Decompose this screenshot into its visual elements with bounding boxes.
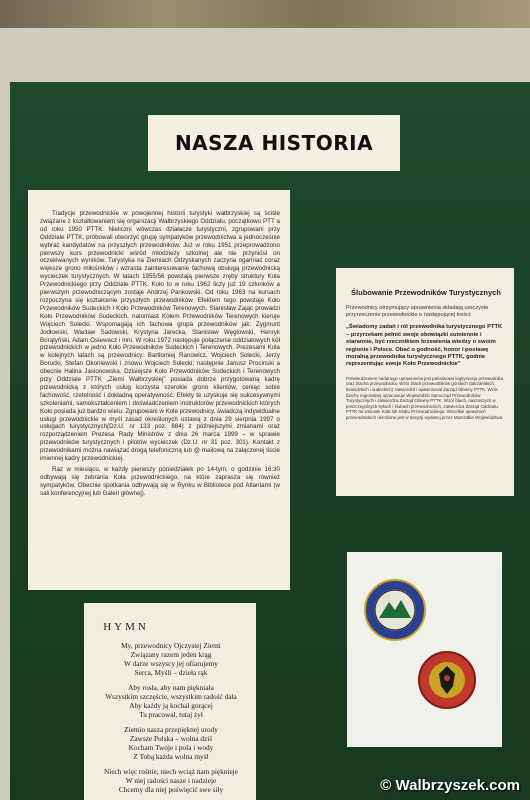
hymn-line: My, przewodnicy Ojczystej Ziemi bbox=[121, 641, 221, 650]
history-paragraph: Tradycje przewodnickie w powojennej historii turystyki wałbrzyskiej są ściśle związane z kształtowaniem się organizacji Wałbrzyskiego Oddziału, początkowo PTT a od roku 1950 PTTK. Nieliczni wówczas działacze turystyczni, zgrupowani przy Oddziale PTTK, próbowali utworzyć grupę sympatyków przewodnictwa a jednocześnie wybrać kandydatów na przyszłych przewodników. Już w roku 1951 przeprowadzono pierwszy kurs przewodnicki wśród młodzieży szkolnej ale nie przyniósł on oczekiwanych wyników. Turystyka na Ziemiach Odzyskanych zaczyna ogarniać coraz większe grono miłośników i wzrasta zainteresowanie fachową obsługą przewodnicką wycieczek turystycznych. W latach 1955/56 powstają pierwsze zręby struktury Koła Przewodnickiego przy Oddziale PTTK. Koło to w roku 1962 liczy już 19 członków a pierwszym przewodniczącym zostaje Andrzej Pankowski. Od roku 1963 na kursach rozpoczyna się kształcenie przyszłych przewodników. Efektem tego powstaje Koło Przewodników Sudeckich i Koło Przewodników Terenowych. Stanisław Zając prowadzi Koło Przewodników Sudeckich, natomiast Kołem Przewodników Terenowych kieruje Wojciech Solecki. Wspomagają ich fachowa grupa przewodników jak: Zygmunt Jodłowski, Wacław Sadowski, Krystyna Jarecka, Stanisław Węglowski, Henryk Borątyński, Adam Osiewacz i inni. W roku 1972 następuje połączenie oddziałowych kół przewodnickich w jedno Koło Przewodników Sudeckich i Terenowych. Prezesami Koła w kolejnych latach są przewodnicy: Bartłomiej Ranowicz, Wojciech Solecki, Jerzy Borucki, Stefan Okoniewski i znowu Wojciech Solecki; następnie Janusz Procinski a obecnie Halina Jasionowska. Dzisiejsze Koło Przewodników Sudeckich i Terenowych przy Oddziale PTTK „Ziemi Wałbrzyskiej” posiada dobrze przygotowaną kadrę przewodnicką z których usług korzysta szerokie grono klientów, ceniąc sobie fachowość, rzetelność i dokładną operatywność. Efekty te uzyskuje się sukcesywnymi szkoleniami, samokształceniem i doświadczeniem instruktorów przewodnickich których Koło posiada już bardzo wielu. Zgrupowani w Kole przewodnicy, świadczą indywidualne usługi przewodnickie w myśl zasad określonych ustawą z dnia 29 sierpnia 1997 o usługach turystycznych(Dz.U. nr 133 poz. 884) z późniejszymi zmianami oraz rozporządzeniem Prezesa Rady Ministrów z dnia 26 marca 1999 – w sprawie przewodników turystycznych i pilotów wycieczek (Dz.U. nr 31 poz. 301). Kontakt z przewodnikami można nawiązać drogą telefoniczną lub @ mailową na załączonej liście imiennej kadry przewodnickiej. bbox=[40, 210, 280, 463]
history-paragraph: Raz w miesiącu, w każdy pierwszy poniedziałek po 14-tym, o godzinie 16:30 odbywają się zebrania Koła przewodnickiego, na które zaprasza się również sympatyków. Obecnie spotkania odbywają się w Rynku w Bibliotece pod Atlantami (w sali konferencyjnej lub Galeri głównej). bbox=[40, 466, 280, 497]
title-placard bbox=[148, 115, 400, 171]
hymn-line: Aby każdy ją kochał gorącej bbox=[129, 701, 213, 710]
oath-body: Potwierdzeniem nadanego uprawnienia jest państwowa legitymacja przewodnika oraz blacha przewodnicka. Wzór blach przewodników górskich (tatrzańskich, beskidzkich i sudeckich) zatwierdził i opatentował Zarząd Główny PTTK. Wzór blachy regionalnej opracowuje Wojewódzki Samorząd Przewodników Turystycznych i zatwierdza Zarząd Główny PTTK. Wzór blach, naszoszych w poszczególnych byłach i klubach przewodnickich, zatwierdza Zarząd Oddziału PTTK na wniosek Koła lub Klubu Przewodnickiego. Wszelkie uprawnień przewodnickich określone jest w decyzji wydanej przez Marszałka Województwa. bbox=[346, 375, 504, 420]
hymn-line: Serca, Myśli – dzieła rąk bbox=[134, 668, 208, 677]
hymn-stanza bbox=[94, 683, 248, 719]
hymn-stanza bbox=[94, 725, 248, 761]
hymn-line: Związany razem jeden krąg bbox=[130, 650, 212, 659]
board-title: NASZA HISTORIA bbox=[174, 131, 374, 155]
history-sheet bbox=[28, 190, 290, 590]
hymn-line: Z Tobą każda wolna myśl bbox=[133, 752, 209, 761]
hymn-line: W darze wszyscy jej ofiarujemy bbox=[124, 659, 218, 668]
hymn-stanza bbox=[94, 641, 248, 677]
badge-card bbox=[347, 552, 502, 747]
hymn-line: Ziemio nasza przepięknej urody bbox=[124, 725, 218, 734]
oath-sheet bbox=[336, 268, 514, 496]
oath-text: „Świadomy zadań i ról przewodnika turystycznego PTTK – przyrzekam pełnić swoje obowiązki sumiennie i starannie, być rzecznikiem krzewienia wiedzy o swoim regionie i Polsce. Obać o godność, honor i postawę moralną przewodnika turystycznego PTTK, godnie reprezentując swoje Koło Przewodnickie” bbox=[346, 324, 503, 368]
hymn-line: Wszystkim szczęście, wszystkim radość dała bbox=[105, 692, 237, 701]
hymn-line: Zawsze Polska – wolna dziś bbox=[129, 734, 213, 743]
hymn-line: W niej radości nasze i nadzieje bbox=[125, 776, 217, 785]
hymn-stanza bbox=[94, 767, 248, 794]
regional-guide-badge-icon bbox=[417, 650, 477, 710]
sudeten-guide-badge-icon bbox=[363, 578, 427, 642]
hymn-line: Chcemy dla niej poświęcić swe siły bbox=[118, 785, 224, 794]
oath-intro: Przewodnicy otrzymujący uprawnienia składają uroczyste przyrzeczenie przewodnickie o następującej treści: bbox=[346, 305, 489, 319]
oath-title: Ślubowanie Przewodników Turystycznych bbox=[351, 288, 501, 297]
hymn-line: Niech więc rośnie, niech wciąż nam pięknieje bbox=[104, 767, 238, 776]
hymn-line: Tu pracował, tutaj żył bbox=[139, 710, 203, 719]
hymn-sheet bbox=[84, 603, 256, 800]
watermark: © Walbrzyszek.com bbox=[380, 777, 520, 794]
hymn-title: HYMN bbox=[103, 621, 149, 633]
hymn-line: Aby rosła, aby nam piękniała bbox=[128, 683, 214, 692]
hymn-line: Kocham Twoje i pola i wody bbox=[128, 743, 214, 752]
